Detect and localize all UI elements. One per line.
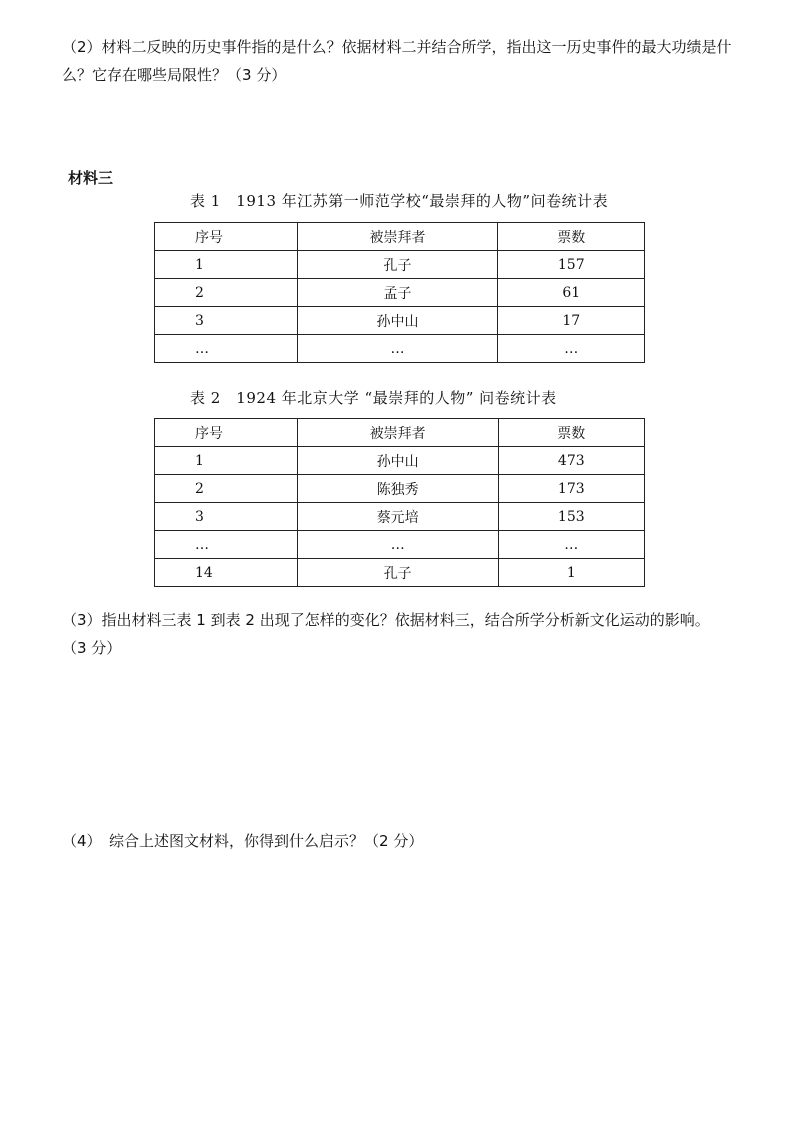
table-row <box>155 307 645 335</box>
cell-person: 孙中山 <box>297 307 498 335</box>
cell-index: … <box>155 335 298 363</box>
cell-votes: 1 <box>498 559 644 587</box>
table-row <box>155 475 645 503</box>
table-row <box>155 503 645 531</box>
cell-index: 1 <box>155 447 298 475</box>
header-votes: 票数 <box>498 419 644 447</box>
table-header-row <box>155 223 645 251</box>
table-1-caption: 表 1 1913 年江苏第一师范学校“最崇拜的人物”问卷统计表 <box>190 192 609 210</box>
table-row <box>155 447 645 475</box>
cell-votes: 17 <box>498 307 645 335</box>
table-row <box>155 335 645 363</box>
question-3 <box>62 606 752 662</box>
question-2-line-2: 么？它存在哪些局限性？（3 分） <box>62 66 287 84</box>
cell-person: 孔子 <box>297 559 498 587</box>
cell-person: … <box>297 335 498 363</box>
header-votes: 票数 <box>498 223 645 251</box>
table-2-caption: 表 2 1924 年北京大学 “最崇拜的人物” 问卷统计表 <box>190 389 557 407</box>
cell-votes: 157 <box>498 251 645 279</box>
cell-index: 2 <box>155 279 298 307</box>
question-4 <box>62 827 752 855</box>
header-person: 被崇拜者 <box>297 223 498 251</box>
cell-person: … <box>297 531 498 559</box>
cell-index: 3 <box>155 503 298 531</box>
cell-votes: … <box>498 335 645 363</box>
header-index: 序号 <box>155 419 298 447</box>
cell-person: 孙中山 <box>297 447 498 475</box>
table-row <box>155 531 645 559</box>
table-row <box>155 559 645 587</box>
cell-index: 1 <box>155 251 298 279</box>
cell-person: 陈独秀 <box>297 475 498 503</box>
table-2 <box>154 418 645 587</box>
cell-votes: 473 <box>498 447 644 475</box>
question-4-line-1: （4） 综合上述图文材料，你得到什么启示？（2 分） <box>62 832 424 850</box>
cell-votes: 173 <box>498 475 644 503</box>
cell-votes: 61 <box>498 279 645 307</box>
question-3-line-1: （3）指出材料三表 1 到表 2 出现了怎样的变化？依据材料三，结合所学分析新文化运动的影响。 <box>62 611 710 629</box>
question-2-line-1: （2）材料二反映的历史事件指的是什么？依据材料二并结合所学，指出这一历史事件的最大功绩是什 <box>62 38 732 56</box>
table-row <box>155 279 645 307</box>
header-person: 被崇拜者 <box>297 419 498 447</box>
cell-index: 14 <box>155 559 298 587</box>
cell-votes: 153 <box>498 503 644 531</box>
cell-person: 蔡元培 <box>297 503 498 531</box>
cell-index: 3 <box>155 307 298 335</box>
cell-person: 孔子 <box>297 251 498 279</box>
cell-index: 2 <box>155 475 298 503</box>
header-index: 序号 <box>155 223 298 251</box>
table-header-row <box>155 419 645 447</box>
cell-index: … <box>155 531 298 559</box>
question-2 <box>62 33 752 89</box>
cell-person: 孟子 <box>297 279 498 307</box>
question-3-line-2: （3 分） <box>62 639 122 657</box>
table-1 <box>154 222 645 363</box>
material-3-heading: 材料三 <box>68 169 114 187</box>
cell-votes: … <box>498 531 644 559</box>
table-row <box>155 251 645 279</box>
